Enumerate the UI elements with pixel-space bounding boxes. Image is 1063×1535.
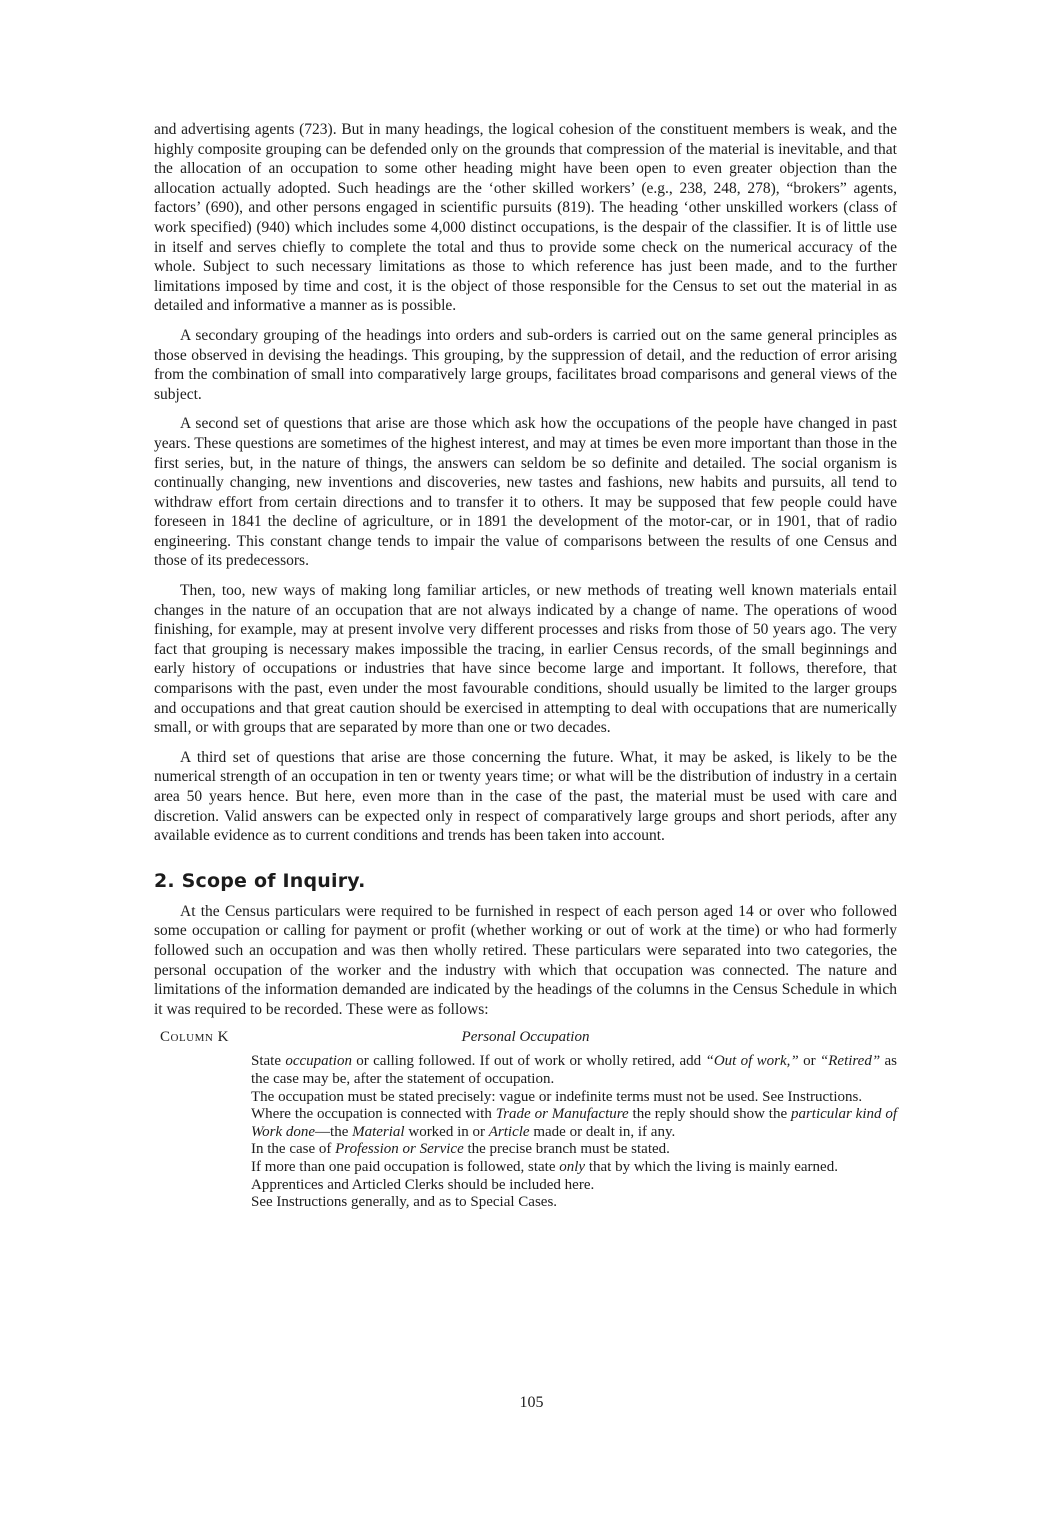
section-heading: 2. Scope of Inquiry. xyxy=(154,869,366,892)
column-k-instructions xyxy=(251,1053,897,1211)
paragraph-5: A third set of questions that arise are those concerning the future. What, it may be asked, is likely to be the numerical strength of an occupation in ten or twenty years time; or what will be the distribution of industry in a certain area 50 years hence. But here, even more than in the case of the past, the material must be used with care and discretion. Valid answers can be expected only in respect of comparatively large groups and short periods, after any available evidence as to current conditions and trends has been taken into account. xyxy=(154,748,897,845)
column-label: Column K xyxy=(160,1029,229,1046)
paragraph-3: A second set of questions that arise are those which ask how the occupations of the people have changed in past years. These questions are sometimes of the highest interest, and may at times be even more important than those in the first series, but, in the nature of things, the answers can seldom be so definite and detailed. The social organism is continually changing, new inventions and discoveries, new tastes and fashions, new habits and pursuits, all tend to withdraw effort from certain directions and to transfer it to others. It may be supposed that few people could have foreseen in 1841 the decline of agriculture, or in 1891 the development of the motor-car, or in 1901, that of radio engineering. This constant change tends to impair the value of comparisons between the results of one Census and those of its predecessors. xyxy=(154,415,897,570)
column-k-header xyxy=(154,1029,897,1049)
instruction-line: The occupation must be stated precisely: vague or indefinite terms must not be used. See Instructions. xyxy=(251,1088,863,1105)
instruction-line: In the case of Profession or Service the precise branch must be stated. xyxy=(251,1141,670,1158)
page-body xyxy=(154,120,897,1212)
page-number: 105 xyxy=(519,1394,544,1411)
instruction-line: State occupation or calling followed. If out of work or wholly retired, add “Out of work,” or “Retired” as the case may be, after the statement of occupation. xyxy=(251,1053,898,1087)
instruction-line: Apprentices and Articled Clerks should be included here. xyxy=(251,1176,595,1193)
instruction-line: If more than one paid occupation is followed, state only that by which the living is mainly earned. xyxy=(251,1158,838,1175)
paragraph-2: A secondary grouping of the headings into orders and sub-orders is carried out on the same general principles as those observed in devising the headings. This grouping, by the suppression of detail, and the reduction of error arising from the combination of small into comparatively large groups, facilitates broad comparisons and general views of the subject. xyxy=(154,326,897,403)
paragraph-1: and advertising agents (723). But in many headings, the logical cohesion of the constituent members is weak, and the highly composite grouping can be defended only on the grounds that compression of the material is inevitable, and that the allocation of an occupation to some other heading might have been open to even greater objection than the allocation actually adopted. Such headings are the ‘other skilled workers’ (e.g., 238, 248, 278), “brokers” agents, factors’ (690), and other persons engaged in scientific pursuits (819). The heading ‘other unskilled workers (class of work specified) (940) which includes some 4,000 distinct occupations, is the despair of the classifier. It is of little use in itself and serves chiefly to complete the total and thus to provide some check on the numerical accuracy of the whole. Subject to such necessary limitations as those to which reference has just been made, and to the further limitations imposed by time and cost, it is the object of those responsible for the Census to set out the material in as detailed and informative a manner as is possible. xyxy=(154,121,897,315)
column-title: Personal Occupation xyxy=(461,1029,590,1046)
instruction-line: Where the occupation is connected with Trade or Manufacture the reply should show the particular kind of Work done—the Material worked in or Article made or dealt in, if any. xyxy=(251,1106,898,1140)
section-paragraph: At the Census particulars were required to be furnished in respect of each person aged 14 or over who followed some occupation or calling for payment or profit (whether working or out of work at the time) or who had formerly followed such an occupation and was then wholly retired. These particulars were separated into two categories, the personal occupation of the worker and the industry with which that occupation was connected. The nature and limitations of the information demanded are indicated by the headings of the columns in the Census Schedule in which it was required to be recorded. These were as follows: xyxy=(154,902,897,1018)
paragraph-4: Then, too, new ways of making long familiar articles, or new methods of treating well known materials entail changes in the nature of an occupation that are not always indicated by a change of name. The operations of wood finishing, for example, may at present involve very different processes and risks from those of 50 years ago. The very fact that grouping is necessary makes impossible the tracing, in earlier Census records, of the small beginnings and early history of occupations or industries that have since become large and important. It follows, therefore, that comparisons with the past, even under the most favourable conditions, should usually be limited to the larger groups and occupations and that great caution should be exercised in attempting to deal with occupations that are numerically small, or with groups that are separated by more than one or two decades. xyxy=(154,582,897,737)
instruction-line: See Instructions generally, and as to Special Cases. xyxy=(251,1194,558,1211)
